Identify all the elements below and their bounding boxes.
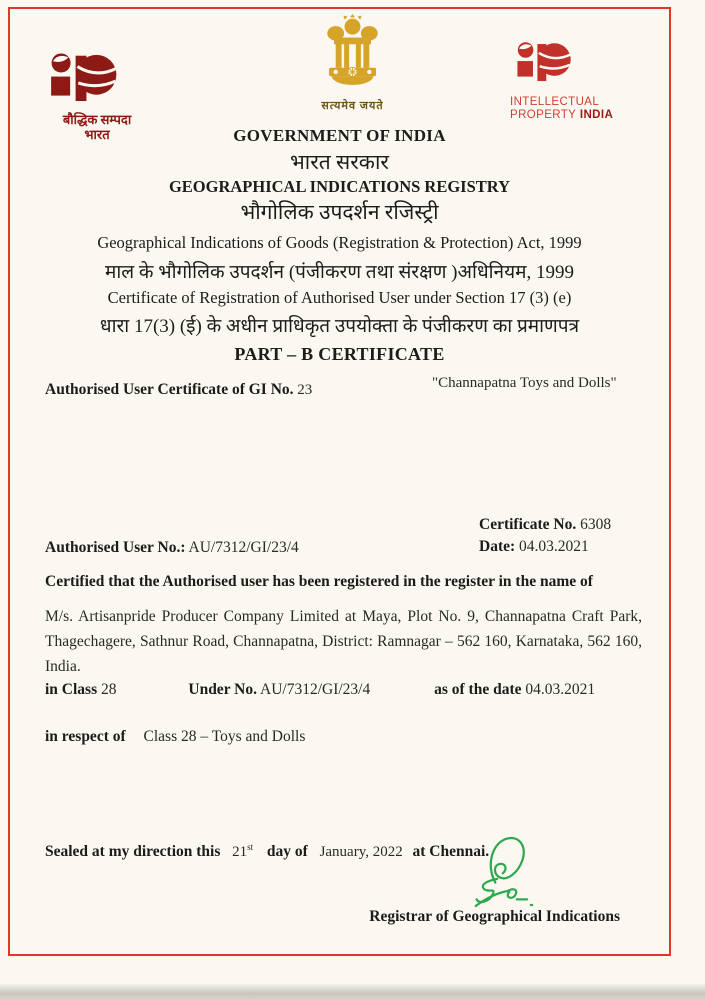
gi-number-label: Authorised User Certificate of GI No.: [45, 381, 294, 398]
sealed-row: [45, 842, 642, 861]
ip-india-hindi-logo: [45, 53, 137, 111]
ip-logo-icon: [45, 53, 137, 111]
act-line-hindi: माल के भौगोलिक उपदर्शन (पंजीकरण तथा संरक्षण )अधिनियम, 1999: [105, 262, 574, 283]
authorised-user-no-value: AU/7312/GI/23/4: [188, 539, 299, 556]
sealed-label-3: at Chennai.: [412, 843, 490, 860]
right-logo-india-label: INDIA: [579, 109, 614, 121]
left-logo-caption-line1: बौद्धिक सम्पदा: [62, 112, 132, 127]
in-respect-of-row: [45, 728, 642, 746]
class-under-date-row: [45, 681, 642, 699]
gi-name: "Channapatna Toys and Dolls": [432, 375, 617, 391]
certificate-no-line: [479, 514, 611, 536]
registry-title-hindi: भौगोलिक उपदर्शन रजिस्ट्री: [240, 200, 439, 224]
section-line-hindi: धारा 17(3) (ई) के अधीन प्राधिकृत उपयोक्ता के पंजीकरण का प्रमाणपत्र: [99, 316, 580, 337]
right-logo-caption: [510, 96, 670, 122]
registrar-title: Registrar of Geographical Indications: [369, 908, 620, 925]
scanned-page-edge: [0, 984, 705, 1000]
in-class-value: 28: [101, 681, 117, 698]
section-line: Certificate of Registration of Authorised User under Section 17 (3) (e): [107, 288, 572, 307]
in-class-label: in Class: [45, 681, 98, 698]
sealed-label-2: day of: [266, 843, 308, 860]
emblem-motto: सत्यमेव जयते: [321, 100, 384, 112]
left-logo-caption-line2: भारत: [84, 127, 110, 142]
ip-india-english-logo: [513, 38, 587, 93]
gov-of-india-title: GOVERNMENT OF INDIA: [233, 126, 446, 145]
part-b-title: PART – B CERTIFICATE: [234, 344, 445, 364]
ip-logo-icon: [513, 38, 587, 93]
right-logo-caption-line2: PROPERTY INDIA: [510, 109, 614, 121]
act-line: Geographical Indications of Goods (Registration & Protection) Act, 1999: [97, 233, 582, 252]
certificate-no-label: Certificate No.: [479, 516, 577, 533]
registry-title: GEOGRAPHICAL INDICATIONS REGISTRY: [168, 177, 511, 196]
as-of-date-value: 04.03.2021: [525, 681, 596, 698]
under-no-value: AU/7312/GI/23/4: [260, 681, 371, 698]
holder-address: M/s. Artisanpride Producer Company Limited at Maya, Plot No. 9, Channapatna Craft Park, Thagechagere, Sathnur Road, Channapatna, District: Ramnagar – 562 160, Karnataka, 562 160, India.: [45, 608, 642, 675]
gov-of-india-hindi: भारत सरकार: [290, 150, 389, 174]
in-respect-of-value: Class 28 – Toys and Dolls: [143, 728, 306, 745]
certified-statement: Certified that the Authorised user has been registered in the register in the name of: [45, 573, 593, 590]
authorised-user-no-row: [45, 539, 642, 557]
sealed-label-1: Sealed at my direction this: [45, 843, 221, 860]
sealed-day-suffix: st: [247, 842, 254, 852]
sealed-month: January, 2022: [319, 844, 403, 860]
as-of-date-label: as of the date: [434, 681, 522, 698]
in-respect-of-label: in respect of: [45, 728, 126, 745]
right-logo-caption-line1: INTELLECTUAL: [510, 96, 600, 108]
certificate-no-value: 6308: [580, 516, 612, 533]
national-emblem-icon: [310, 14, 395, 98]
sealed-day: 21st: [232, 842, 254, 860]
certificate-date-value: 04.03.2021: [519, 538, 589, 555]
certificate-date-label: Date:: [479, 538, 516, 555]
gi-number-value: 23: [297, 382, 313, 398]
authorised-user-no-label: Authorised User No.:: [45, 539, 186, 556]
under-no-label: Under No.: [188, 681, 257, 698]
